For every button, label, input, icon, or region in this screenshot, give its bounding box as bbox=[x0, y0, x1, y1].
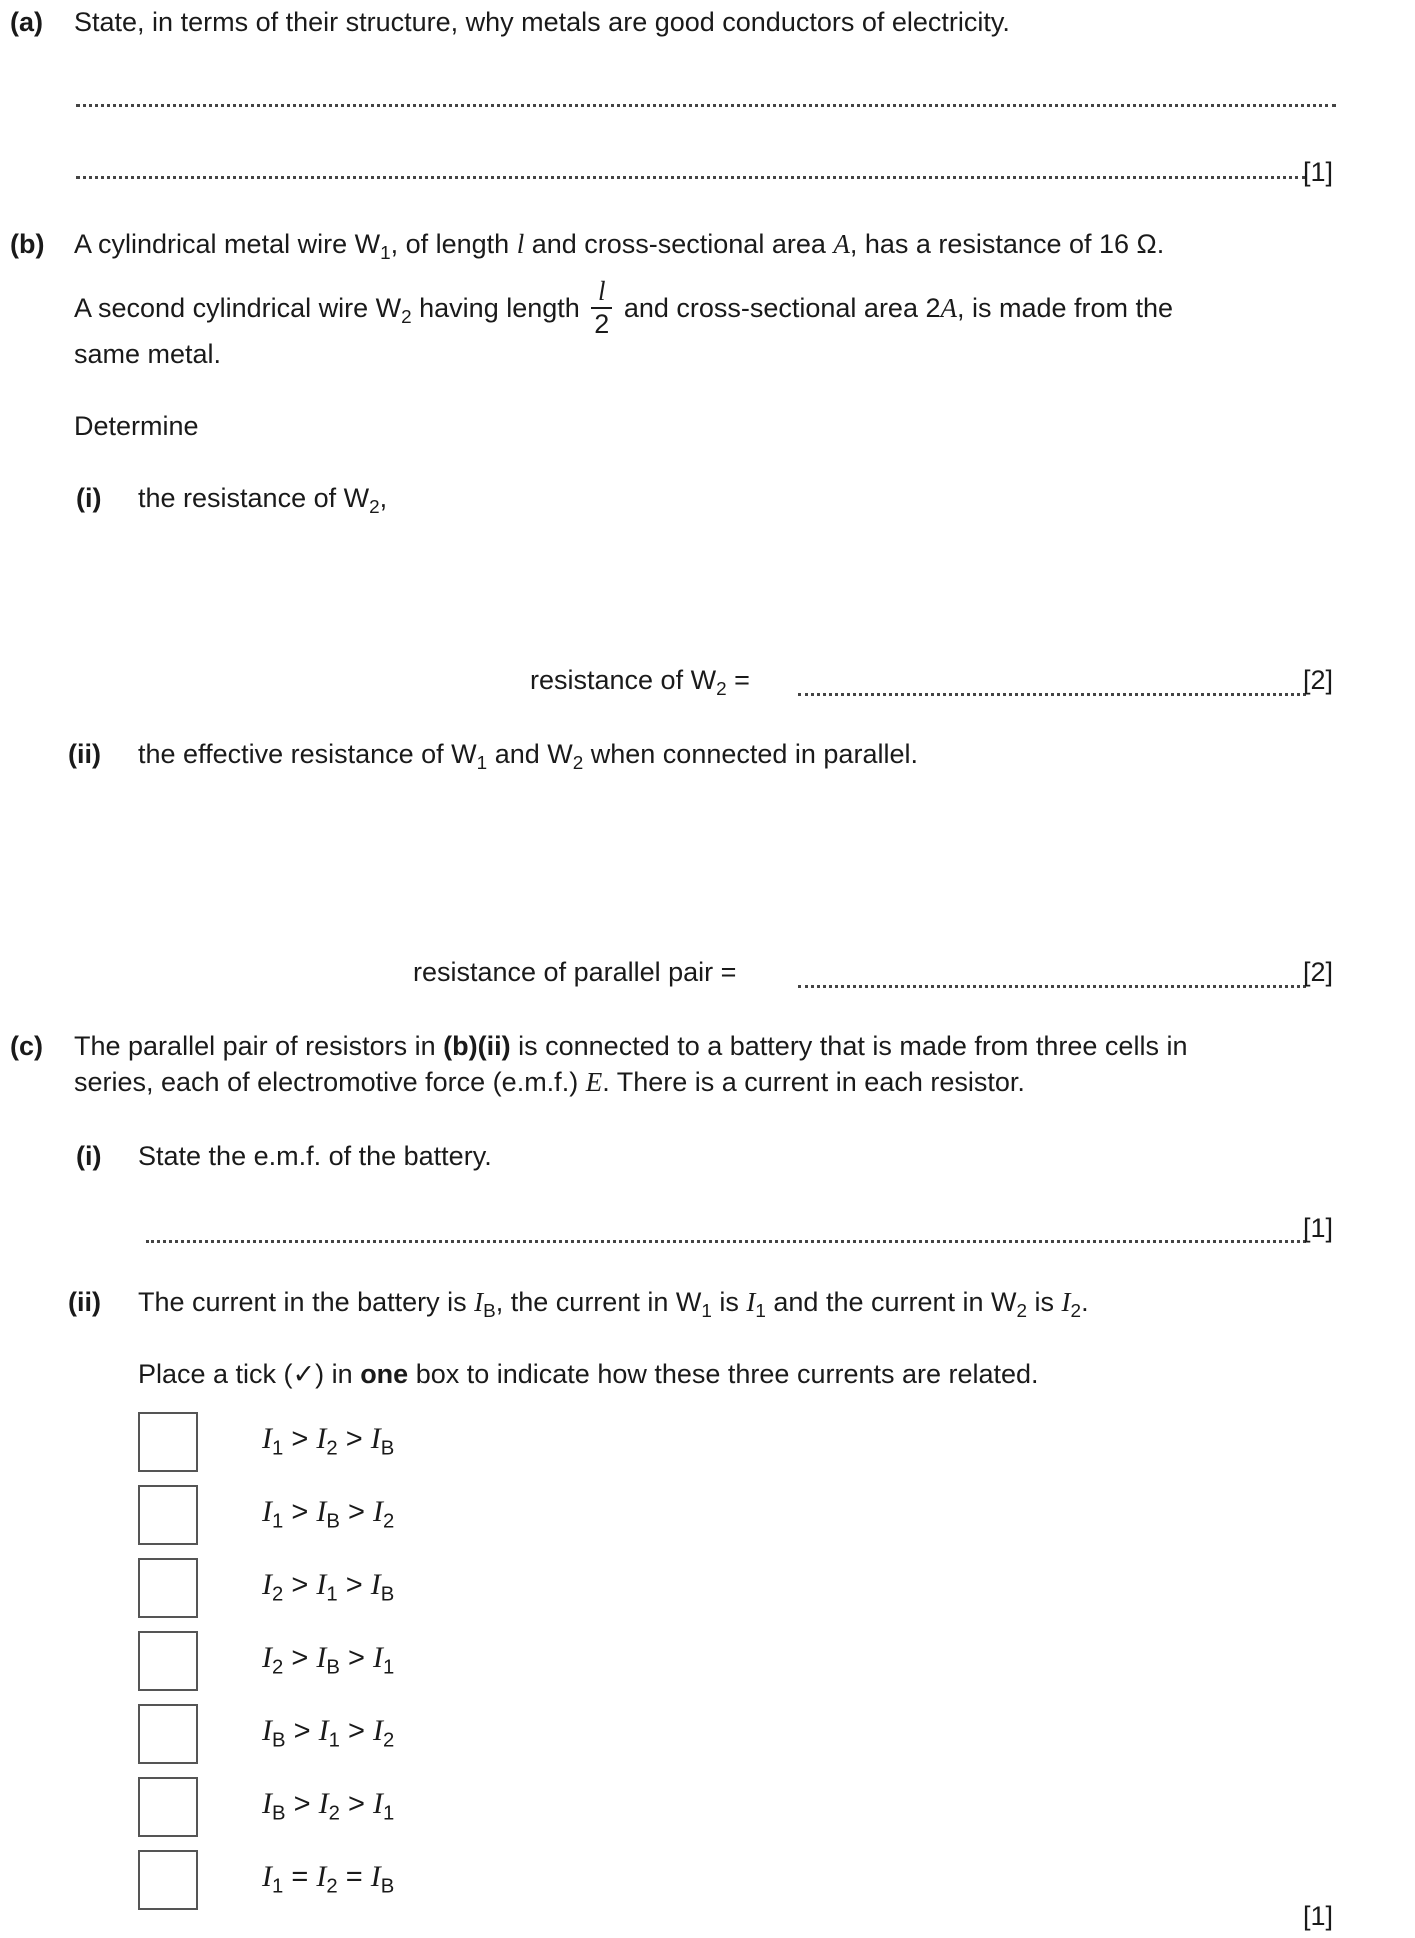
part-b-label: (b) bbox=[10, 229, 45, 259]
part-c-i-label: (i) bbox=[76, 1141, 102, 1171]
tick-box[interactable] bbox=[138, 1558, 198, 1618]
resistance-w2-label: resistance of $W_2$ = bbox=[530, 665, 750, 701]
answer-line-a1[interactable] bbox=[76, 104, 1336, 107]
part-b-ii-text: the effective resistance of $W_1$ and $W_2$ when connected in parallel. bbox=[138, 739, 918, 775]
part-b-second-line2: same metal. bbox=[74, 339, 222, 369]
part-a-question: State, in terms of their structure, why metals are good conductors of electricity. bbox=[74, 7, 1010, 37]
answer-line-a2[interactable] bbox=[76, 176, 1306, 179]
part-a-mark: [1] bbox=[1303, 157, 1334, 187]
part-b-ii-label: (ii) bbox=[68, 739, 101, 769]
part-c-intro-line1: The parallel pair of resistors in (b)(ii) is connected to a battery that is made from three cells in bbox=[74, 1031, 1188, 1061]
answer-line-b-ii[interactable] bbox=[798, 985, 1306, 988]
tick-box[interactable] bbox=[138, 1412, 198, 1472]
tick-box[interactable] bbox=[138, 1485, 198, 1545]
part-b-ii-mark: [2] bbox=[1303, 957, 1334, 987]
determine-text: Determine bbox=[74, 411, 199, 441]
tick-instruction: Place a tick (✓) in one box to indicate how these three currents are related. bbox=[138, 1359, 1039, 1389]
part-c-i-mark: [1] bbox=[1303, 1213, 1334, 1243]
tick-box[interactable] bbox=[138, 1704, 198, 1764]
part-b-i-mark: [2] bbox=[1303, 665, 1334, 695]
tick-box[interactable] bbox=[138, 1777, 198, 1837]
current-relation-option: $I_2 > I_B > I_1$ bbox=[262, 1641, 395, 1679]
part-c-intro-line2: series, each of electromotive force (e.m.f.) E. There is a current in each resistor. bbox=[74, 1067, 1025, 1097]
part-a-label: (a) bbox=[10, 7, 43, 37]
current-relation-option: $I_1 > I_B > I_2$ bbox=[262, 1495, 395, 1533]
fraction-l-over-2: $\frac{l}{2}$ bbox=[591, 278, 612, 338]
part-c-label: (c) bbox=[10, 1031, 43, 1061]
current-relation-option: $I_B > I_2 > I_1$ bbox=[262, 1787, 395, 1825]
part-c-ii-mark: [1] bbox=[1303, 1901, 1334, 1931]
current-relation-option: $I_B > I_1 > I_2$ bbox=[262, 1714, 395, 1752]
current-relation-option: $I_1 = I_2 = I_B$ bbox=[262, 1860, 395, 1898]
part-c-ii-label: (ii) bbox=[68, 1287, 101, 1317]
current-relation-option: $I_2 > I_1 > I_B$ bbox=[262, 1568, 395, 1606]
parallel-pair-label: resistance of parallel pair = bbox=[413, 957, 737, 987]
part-b-second: A second cylindrical wire $W_2$ having length $\frac{l}{2}$ and cross-sectional area 2A, is made from the bbox=[74, 276, 1174, 339]
part-c-i-text: State the e.m.f. of the battery. bbox=[138, 1141, 492, 1171]
tick-box[interactable] bbox=[138, 1850, 198, 1910]
answer-line-b-i[interactable] bbox=[798, 693, 1306, 696]
current-relation-option: $I_1 > I_2 > I_B$ bbox=[262, 1422, 395, 1460]
part-b-intro: A cylindrical metal wire $W_1$, of length l and cross-sectional area A, has a resistance of 16 Ω. bbox=[74, 229, 1165, 265]
part-b-i-label: (i) bbox=[76, 483, 102, 513]
part-b-i-text: the resistance of $W_2$, bbox=[138, 483, 388, 519]
part-c-ii-text: The current in the battery is $I_B$, the current in $W_1$ is $I_1$ and the current in $W_2$ is $I_2$. bbox=[138, 1287, 1089, 1323]
answer-line-c-i[interactable] bbox=[146, 1240, 1306, 1243]
tick-box[interactable] bbox=[138, 1631, 198, 1691]
